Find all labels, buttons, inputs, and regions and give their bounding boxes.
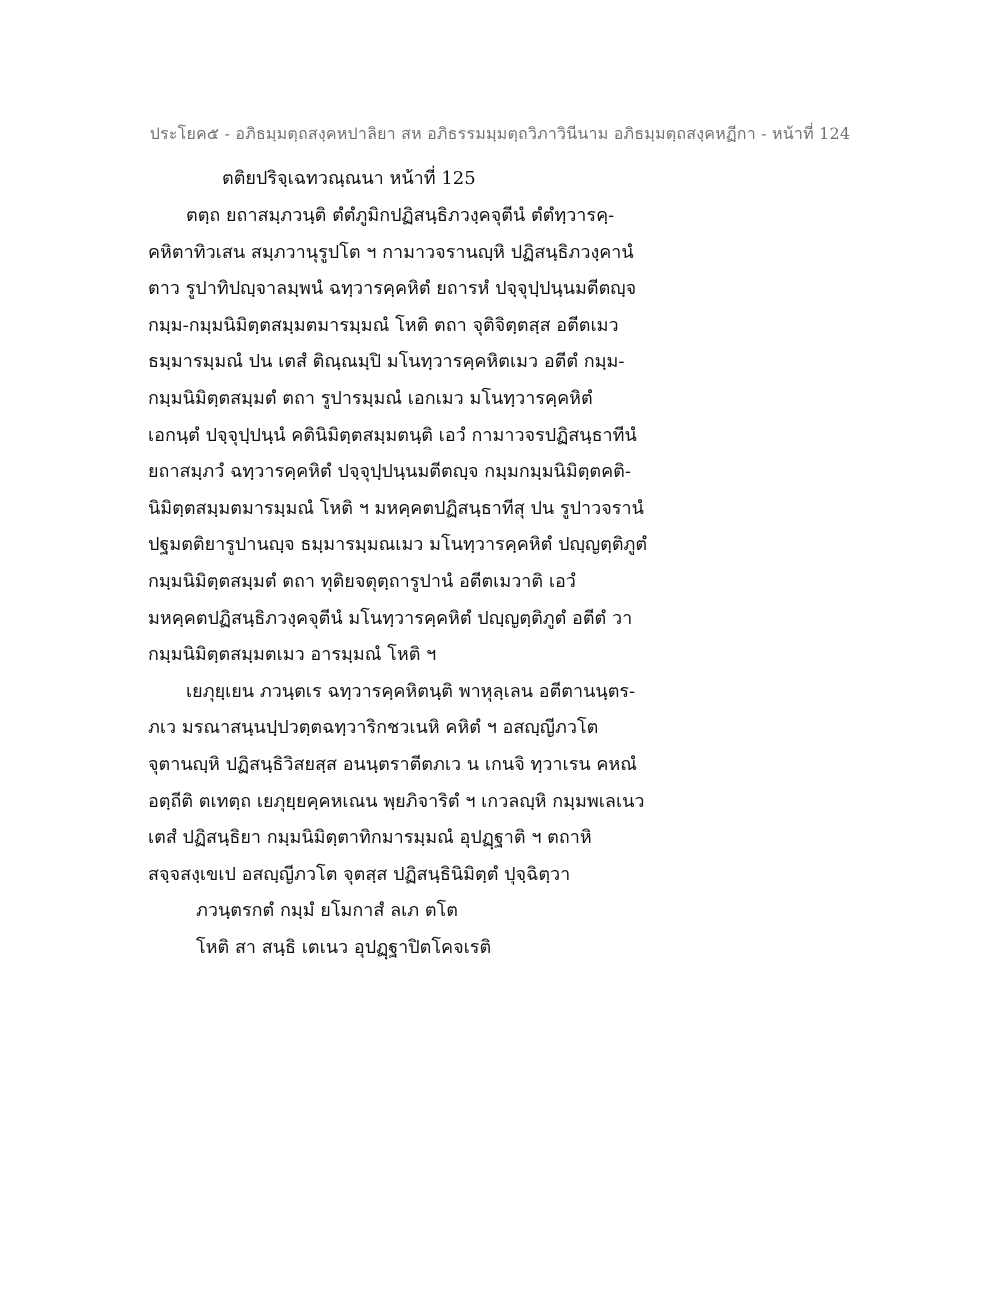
paragraph-line: ภเว มรณาสนฺนปฺปวตฺตฉทฺวาริกชวเนหิ คหิตํ ฯ อสญฺญีภวโต bbox=[148, 717, 599, 739]
paragraph-line: กมฺมนิมิตฺตสมฺมตํ ตถา รูปารมฺมณํ เอกเมว มโนทฺวารคฺคหิตํ bbox=[148, 387, 593, 409]
body-text bbox=[148, 198, 708, 966]
paragraph-line: เอกนฺตํ ปจฺจุปฺปนฺนํ คตินิมิตฺตสมฺมตนฺติ เอวํ กามาวจรปฏิสนฺธาทีนํ bbox=[148, 424, 637, 446]
section-title: ตติยปริจฺเฉทวณฺณนา หน้าที่ 125 bbox=[222, 168, 476, 189]
paragraph-line: อตฺถีติ ตเทตฺถ เยภุยฺยคฺคหเณน พฺยภิจาริตํ ฯ เกวลญฺหิ กมฺมพเลเนว bbox=[148, 790, 645, 812]
paragraph-line: ยถาสมฺภวํ ฉทฺวารคฺคหิตํ ปจฺจุปฺปนฺนมตีตญฺจ กมฺมกมฺมนิมิตฺตคติ- bbox=[148, 461, 631, 483]
paragraph-line: มหคฺคตปฏิสนฺธิภวงฺคจุตีนํ มโนทฺวารคฺคหิตํ ปญฺญตฺติภูตํ อตีตํ วา bbox=[148, 607, 633, 629]
verse-line: ภวนฺตรกตํ กมฺมํ ยโมกาสํ ลเภ ตโต bbox=[196, 900, 458, 922]
paragraph-line: จุตานญฺหิ ปฏิสนฺธิวิสยสฺส อนนฺตราตีตภเว น เกนจิ ทฺวาเรน คหณํ bbox=[148, 753, 637, 775]
paragraph-line: เยภุยฺเยน ภวนฺตเร ฉทฺวารคฺคหิตนฺติ พาหุลฺเลน อตีตานนฺตร- bbox=[186, 680, 636, 702]
paragraph-line: กมฺม-กมฺมนิมิตฺตสมฺมตมารมฺมณํ โหติ ตถา จุติจิตฺตสฺส อตีตเมว bbox=[148, 314, 619, 336]
paragraph-line: ปฐมตติยารูปานญฺจ ธมฺมารมฺมณเมว มโนทฺวารคฺคหิตํ ปญฺญตฺติภูตํ bbox=[148, 534, 648, 556]
paragraph-line: เตสํ ปฏิสนฺธิยา กมฺมนิมิตฺตาทิกมารมฺมณํ อุปฏฺฐาติ ฯ ตถาหิ bbox=[148, 827, 592, 849]
paragraph-line: กมฺมนิมิตฺตสมฺมตเมว อารมฺมณํ โหติ ฯ bbox=[148, 644, 437, 666]
paragraph-line: นิมิตฺตสมฺมตมารมฺมณํ โหติ ฯ มหคฺคตปฏิสนฺธาทีสุ ปน รูปาวจรานํ bbox=[148, 497, 644, 519]
paragraph-line: ตาว รูปาทิปญฺจาลมฺพนํ ฉทฺวารคฺคหิตํ ยถารหํ ปจฺจุปฺปนฺนมตีตญฺจ bbox=[148, 278, 637, 300]
verse-line: โหติ สา สนฺธิ เตเนว อุปฏฺฐาปิตโคจเรติ bbox=[196, 936, 492, 958]
paragraph-line: ธมฺมารมฺมณํ ปน เตสํ ติณฺณมฺปิ มโนทฺวารคฺคหิตเมว อตีตํ กมฺม- bbox=[148, 351, 625, 373]
paragraph-line: คหิตาทิวเสน สมฺภวานุรูปโต ฯ กามาวจรานญฺหิ ปฏิสนฺธิภวงฺคานํ bbox=[148, 241, 634, 263]
paragraph-line: สจฺจสงฺเขเป อสญฺญีภวโต จุตสฺส ปฏิสนฺธินิมิตฺตํ ปุจฺฉิตฺวา bbox=[148, 863, 571, 885]
running-header: ประโยค๕ - อภิธมฺมตฺถสงฺคหปาลิยา สห อภิธรรมมฺมตฺถวิภาวินีนาม อภิธมฺมตฺถสงฺคหฏีกา - หน้าที่ 124 bbox=[149, 124, 851, 143]
paragraph-line: ตตฺถ ยถาสมฺภวนฺติ ตํตํภูมิกปฏิสนฺธิภวงฺคจุตีนํ ตํตํทฺวารคฺ- bbox=[186, 205, 615, 226]
paragraph-line: กมฺมนิมิตฺตสมฺมตํ ตถา ทุติยจตุตฺถารูปานํ อตีตเมวาติ เอวํ bbox=[148, 570, 576, 592]
